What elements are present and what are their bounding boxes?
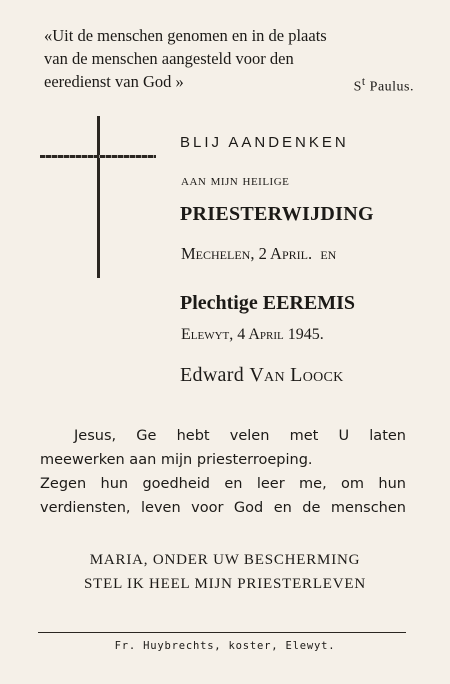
epigraph-line-2: van de menschen aangesteld voor den [44,49,294,68]
cross-horizontal-bar [40,155,156,158]
conjunction-en: en [320,244,337,263]
priest-name [180,364,344,387]
prayer-text [40,424,406,520]
epigraph-attribution [354,70,414,99]
attribution-prefix: S [353,79,362,95]
prayer-line-2: meewerken aan mijn priesterroeping. [40,452,313,468]
heading-priesterwijding: PRIESTERWIJDING [180,203,374,225]
divider-rule [38,632,406,633]
prayer-line-1: Jesus, Ge hebt velen met U laten [74,428,406,444]
epigraph-quote [44,24,414,99]
motto-line-2: STEL IK HEEL MIJN PRIESTERLEVEN [84,576,366,592]
heading-blij-aandenken: BLIJ AANDENKEN [180,134,349,151]
epigraph-line-3-row [44,70,414,99]
epigraph-line-1: «Uit de menschen genomen en in de plaats [44,26,327,45]
priest-first-name: Edward [180,364,244,386]
attribution-superscript: t [361,75,366,88]
heading-plechtige-eeremis: Plechtige EEREMIS [180,292,355,314]
attribution-name: Paulus. [365,79,414,95]
heading-aan-mijn-heilige: aan mijn heilige [181,173,290,189]
place-date-1: Mechelen, 2 April. [181,244,313,263]
prayer-line-3: Zegen hun goedheid en leer me, om hun [40,476,406,492]
prayer-line-4: verdiensten, leven voor God en de menschen [40,500,406,516]
heading-place-date-2: Elewyt, 4 April 1945. [181,326,324,343]
epigraph-line-3: eeredienst van God » [44,72,184,91]
motto-line-1: MARIA, ONDER UW BESCHERMING [89,552,361,568]
heading-place-date-1 [181,244,336,264]
printer-credit: Fr. Huybrechts, koster, Elewyt. [114,640,336,652]
priest-last-name: Van Loock [249,364,344,386]
cross-vertical-bar [97,116,100,278]
